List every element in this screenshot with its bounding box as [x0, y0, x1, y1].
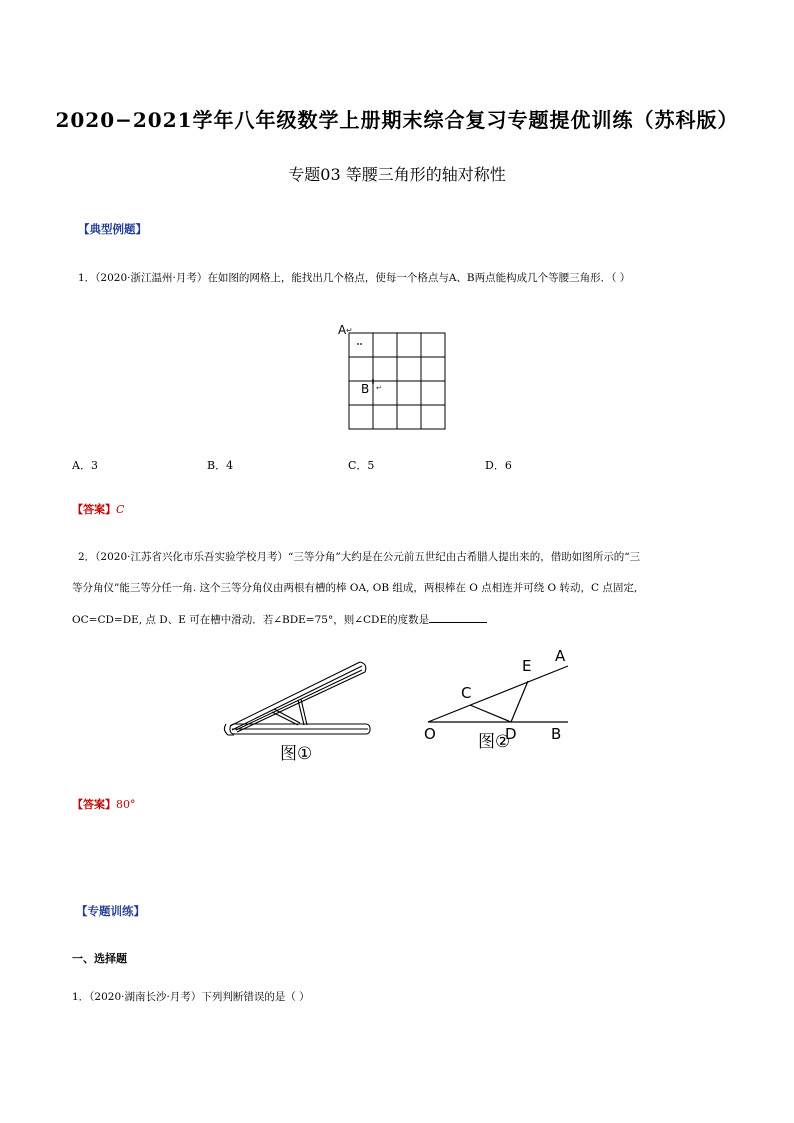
fig2-label-o: O	[424, 725, 436, 743]
training-section-heading: 【专题训练】	[76, 904, 145, 918]
question-2-line-1: 2．（2020·江苏省兴化市乐吾实验学校月考）“三等分角”大约是在公元前五世纪由古希腊人提出来的，借助如图所示的“三	[78, 551, 641, 563]
part-1-heading: 一、选择题	[72, 952, 127, 965]
q2-answer-value: 80°	[116, 798, 136, 811]
question-2-line-3-text: OC=CD=DE, 点 D、E 可在槽中滑动．若∠BDE=75°，则∠CDE的度数是	[72, 614, 430, 626]
q2-answer-tag: 【答案】	[72, 798, 116, 811]
q1-option-a: A．3	[72, 459, 98, 472]
question-2-line-2: 等分角仪”能三等分任一角. 这个三等分角仪由两根有槽的棒 OA, OB 组成，两根棒在 O 点相连并可绕 O 转动，C 点固定,	[72, 582, 638, 594]
grid-return-marker-a: ↵	[346, 326, 353, 335]
training-question-1-text: 1．（2020·湖南长沙·月考）下列判断错误的是（ ）	[72, 991, 310, 1003]
page-title: 2020−2021学年八年级数学上册期末综合复习专题提优训练（苏科版）	[55, 108, 739, 132]
figure-1-caption: 图①	[280, 744, 313, 764]
fig2-label-c: C	[461, 684, 472, 702]
trisector-instrument-figure	[222, 658, 382, 766]
q1-answer-value: C	[116, 503, 125, 516]
question-1-text: 1．（2020·浙江温州·月考）在如图的网格上，能找出几个格点，使每一个格点与A、B两点能构成几个等腰三角形．（ ）	[78, 272, 631, 284]
trisector-geometry-figure	[418, 646, 583, 750]
grid-label-a: A	[338, 323, 347, 337]
q1-option-d: D．6	[485, 459, 512, 472]
fig2-label-a: A	[555, 647, 566, 665]
grid-return-marker-b: ↵	[376, 384, 382, 392]
fig2-label-e: E	[522, 657, 532, 675]
fig2-label-d: D	[505, 725, 517, 743]
grid-label-b: B	[361, 382, 370, 396]
q1-answer	[72, 501, 124, 517]
example-section-heading: 【典型例题】	[78, 222, 147, 236]
q2-answer	[72, 796, 136, 812]
q1-option-b: B．4	[207, 459, 234, 472]
question-1-grid-figure	[336, 320, 448, 432]
page-subtitle: 专题03 等腰三角形的轴对称性	[288, 165, 506, 184]
answer-blank	[429, 611, 487, 623]
figure-2-caption: 图②	[478, 732, 511, 750]
q1-answer-tag: 【答案】	[72, 503, 116, 516]
q1-option-c: C．5	[348, 459, 375, 472]
fig2-label-b: B	[551, 725, 562, 743]
question-2-line-3	[72, 611, 762, 628]
